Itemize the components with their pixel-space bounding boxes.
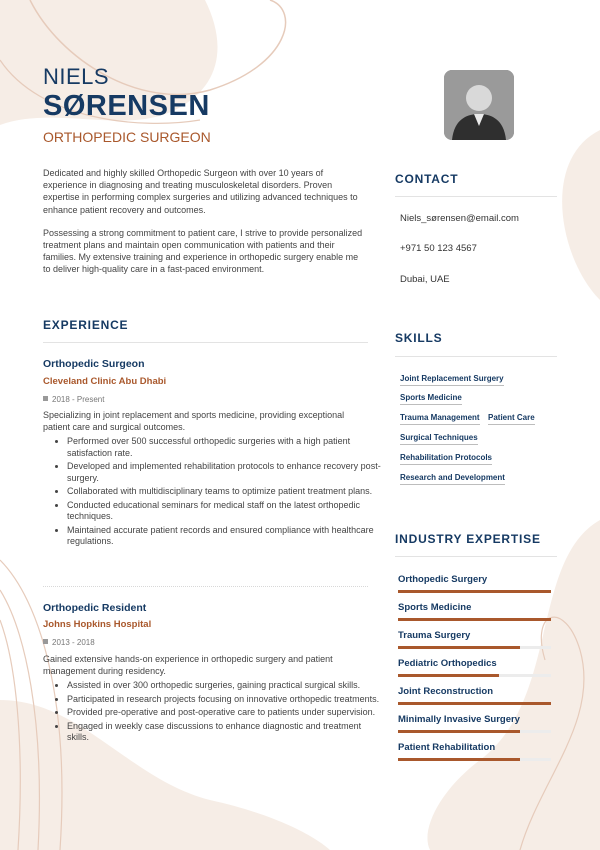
job-description-1: Specializing in joint replacement and sports medicine, providing exceptional patient care and surgical outcomes.	[43, 410, 345, 432]
list-item: • Provided pre-operative and post-operative care to patients under supervision.	[67, 707, 385, 719]
expertise-name: Orthopedic Surgery	[398, 574, 488, 585]
list-item: • Maintained accurate patient records and ensured compliance with healthcare regulations.	[67, 525, 385, 548]
list-item: • Performed over 500 successful orthopedic surgeries with a high patient satisfaction rate.	[67, 436, 385, 459]
expertise-level-fill	[398, 590, 551, 593]
summary	[43, 167, 368, 287]
last-name: SØRENSEN	[43, 90, 210, 122]
job-title-2: Orthopedic Resident	[43, 602, 147, 614]
job-title: ORTHOPEDIC SURGEON	[43, 129, 211, 145]
expertise-name: Patient Rehabilitation	[398, 742, 496, 753]
expertise-level-fill	[398, 618, 551, 621]
square-icon	[43, 639, 48, 644]
job-bullets-1	[53, 436, 385, 550]
list-item: • Engaged in weekly case discussions to enhance diagnostic and treatment skills.	[67, 721, 385, 744]
summary-paragraph: Dedicated and highly skilled Orthopedic Surgeon with over 10 years of experience in diagnosing and treating musculoskeletal disorders. Proven expertise in performing complex surgeries and utilizing advanced techniques to enhance patient recovery and outcomes.	[43, 168, 358, 215]
expertise-level-bar	[398, 758, 551, 761]
divider	[43, 342, 368, 343]
skill-tag: Joint Replacement Surgery	[400, 374, 504, 386]
profile-photo	[444, 70, 514, 140]
expertise-level-fill	[398, 646, 520, 649]
job-dates-2	[43, 638, 95, 647]
skill-tag: Research and Development	[400, 473, 505, 485]
contact-heading: CONTACT	[395, 172, 459, 186]
list-item: • Collaborated with multidisciplinary teams to optimize patient treatment plans.	[67, 486, 385, 498]
job-dates-text: 2013 - 2018	[52, 638, 95, 647]
expertise-level-bar	[398, 674, 551, 677]
skill-tag: Sports Medicine	[400, 393, 462, 405]
divider	[395, 356, 557, 357]
expertise-level-fill	[398, 674, 499, 677]
expertise-name: Trauma Surgery	[398, 630, 471, 641]
skill-tag: Trauma Management	[400, 413, 480, 425]
expertise-heading: INDUSTRY EXPERTISE	[395, 532, 541, 546]
job-company-2: Johns Hopkins Hospital	[43, 619, 152, 630]
expertise-name: Minimally Invasive Surgery	[398, 714, 520, 725]
expertise-level-bar	[398, 590, 551, 593]
divider	[395, 556, 557, 557]
skill-tag: Patient Care	[488, 413, 535, 425]
expertise-level-bar	[398, 618, 551, 621]
contact-location: Dubai, UAE	[400, 274, 450, 285]
first-name: NIELS	[43, 64, 110, 89]
expertise-level-fill	[398, 758, 520, 761]
expertise-name: Sports Medicine	[398, 602, 472, 613]
expertise-name: Pediatric Orthopedics	[398, 658, 497, 669]
list-item: • Developed and implemented rehabilitation protocols to enhance recovery post-surgery.	[67, 461, 385, 484]
job-description-2: Gained extensive hands-on experience in orthopedic surgery and patient management during residency.	[43, 654, 333, 676]
experience-heading: EXPERIENCE	[43, 318, 129, 332]
list-item: • Participated in research projects focusing on innovative orthopedic treatments.	[67, 694, 385, 706]
job-dates-text: 2018 - Present	[52, 395, 105, 404]
skills-heading: SKILLS	[395, 331, 443, 345]
divider	[395, 196, 557, 197]
contact-email[interactable]: Niels_sørensen@email.com	[400, 213, 519, 224]
expertise-level-fill	[398, 702, 551, 705]
expertise-level-bar	[398, 730, 551, 733]
person-icon	[444, 70, 514, 140]
job-bullets-2	[53, 680, 385, 746]
list-item: • Conducted educational seminars for medical staff on the latest orthopedic techniques.	[67, 500, 385, 523]
square-icon	[43, 396, 48, 401]
skill-tag: Surgical Techniques	[400, 433, 478, 445]
summary-paragraph: Possessing a strong commitment to patient care, I strive to provide personalized treatment plans and maintain open communication with patients and their families. My extensive training and experience in orthopedic surgery enable me to deliver high-quality care in a fast-paced environment.	[43, 227, 363, 275]
job-title-1: Orthopedic Surgeon	[43, 358, 145, 370]
expertise-level-bar	[398, 646, 551, 649]
list-item: • Assisted in over 300 orthopedic surgeries, gaining practical surgical skills.	[67, 680, 385, 692]
divider	[43, 586, 368, 587]
skill-tag: Rehabilitation Protocols	[400, 453, 492, 465]
expertise-level-bar	[398, 702, 551, 705]
expertise-name: Joint Reconstruction	[398, 686, 494, 697]
job-dates-1	[43, 395, 104, 404]
contact-phone[interactable]: +971 50 123 4567	[400, 243, 477, 254]
expertise-level-fill	[398, 730, 520, 733]
job-company-1: Cleveland Clinic Abu Dhabi	[43, 376, 167, 387]
